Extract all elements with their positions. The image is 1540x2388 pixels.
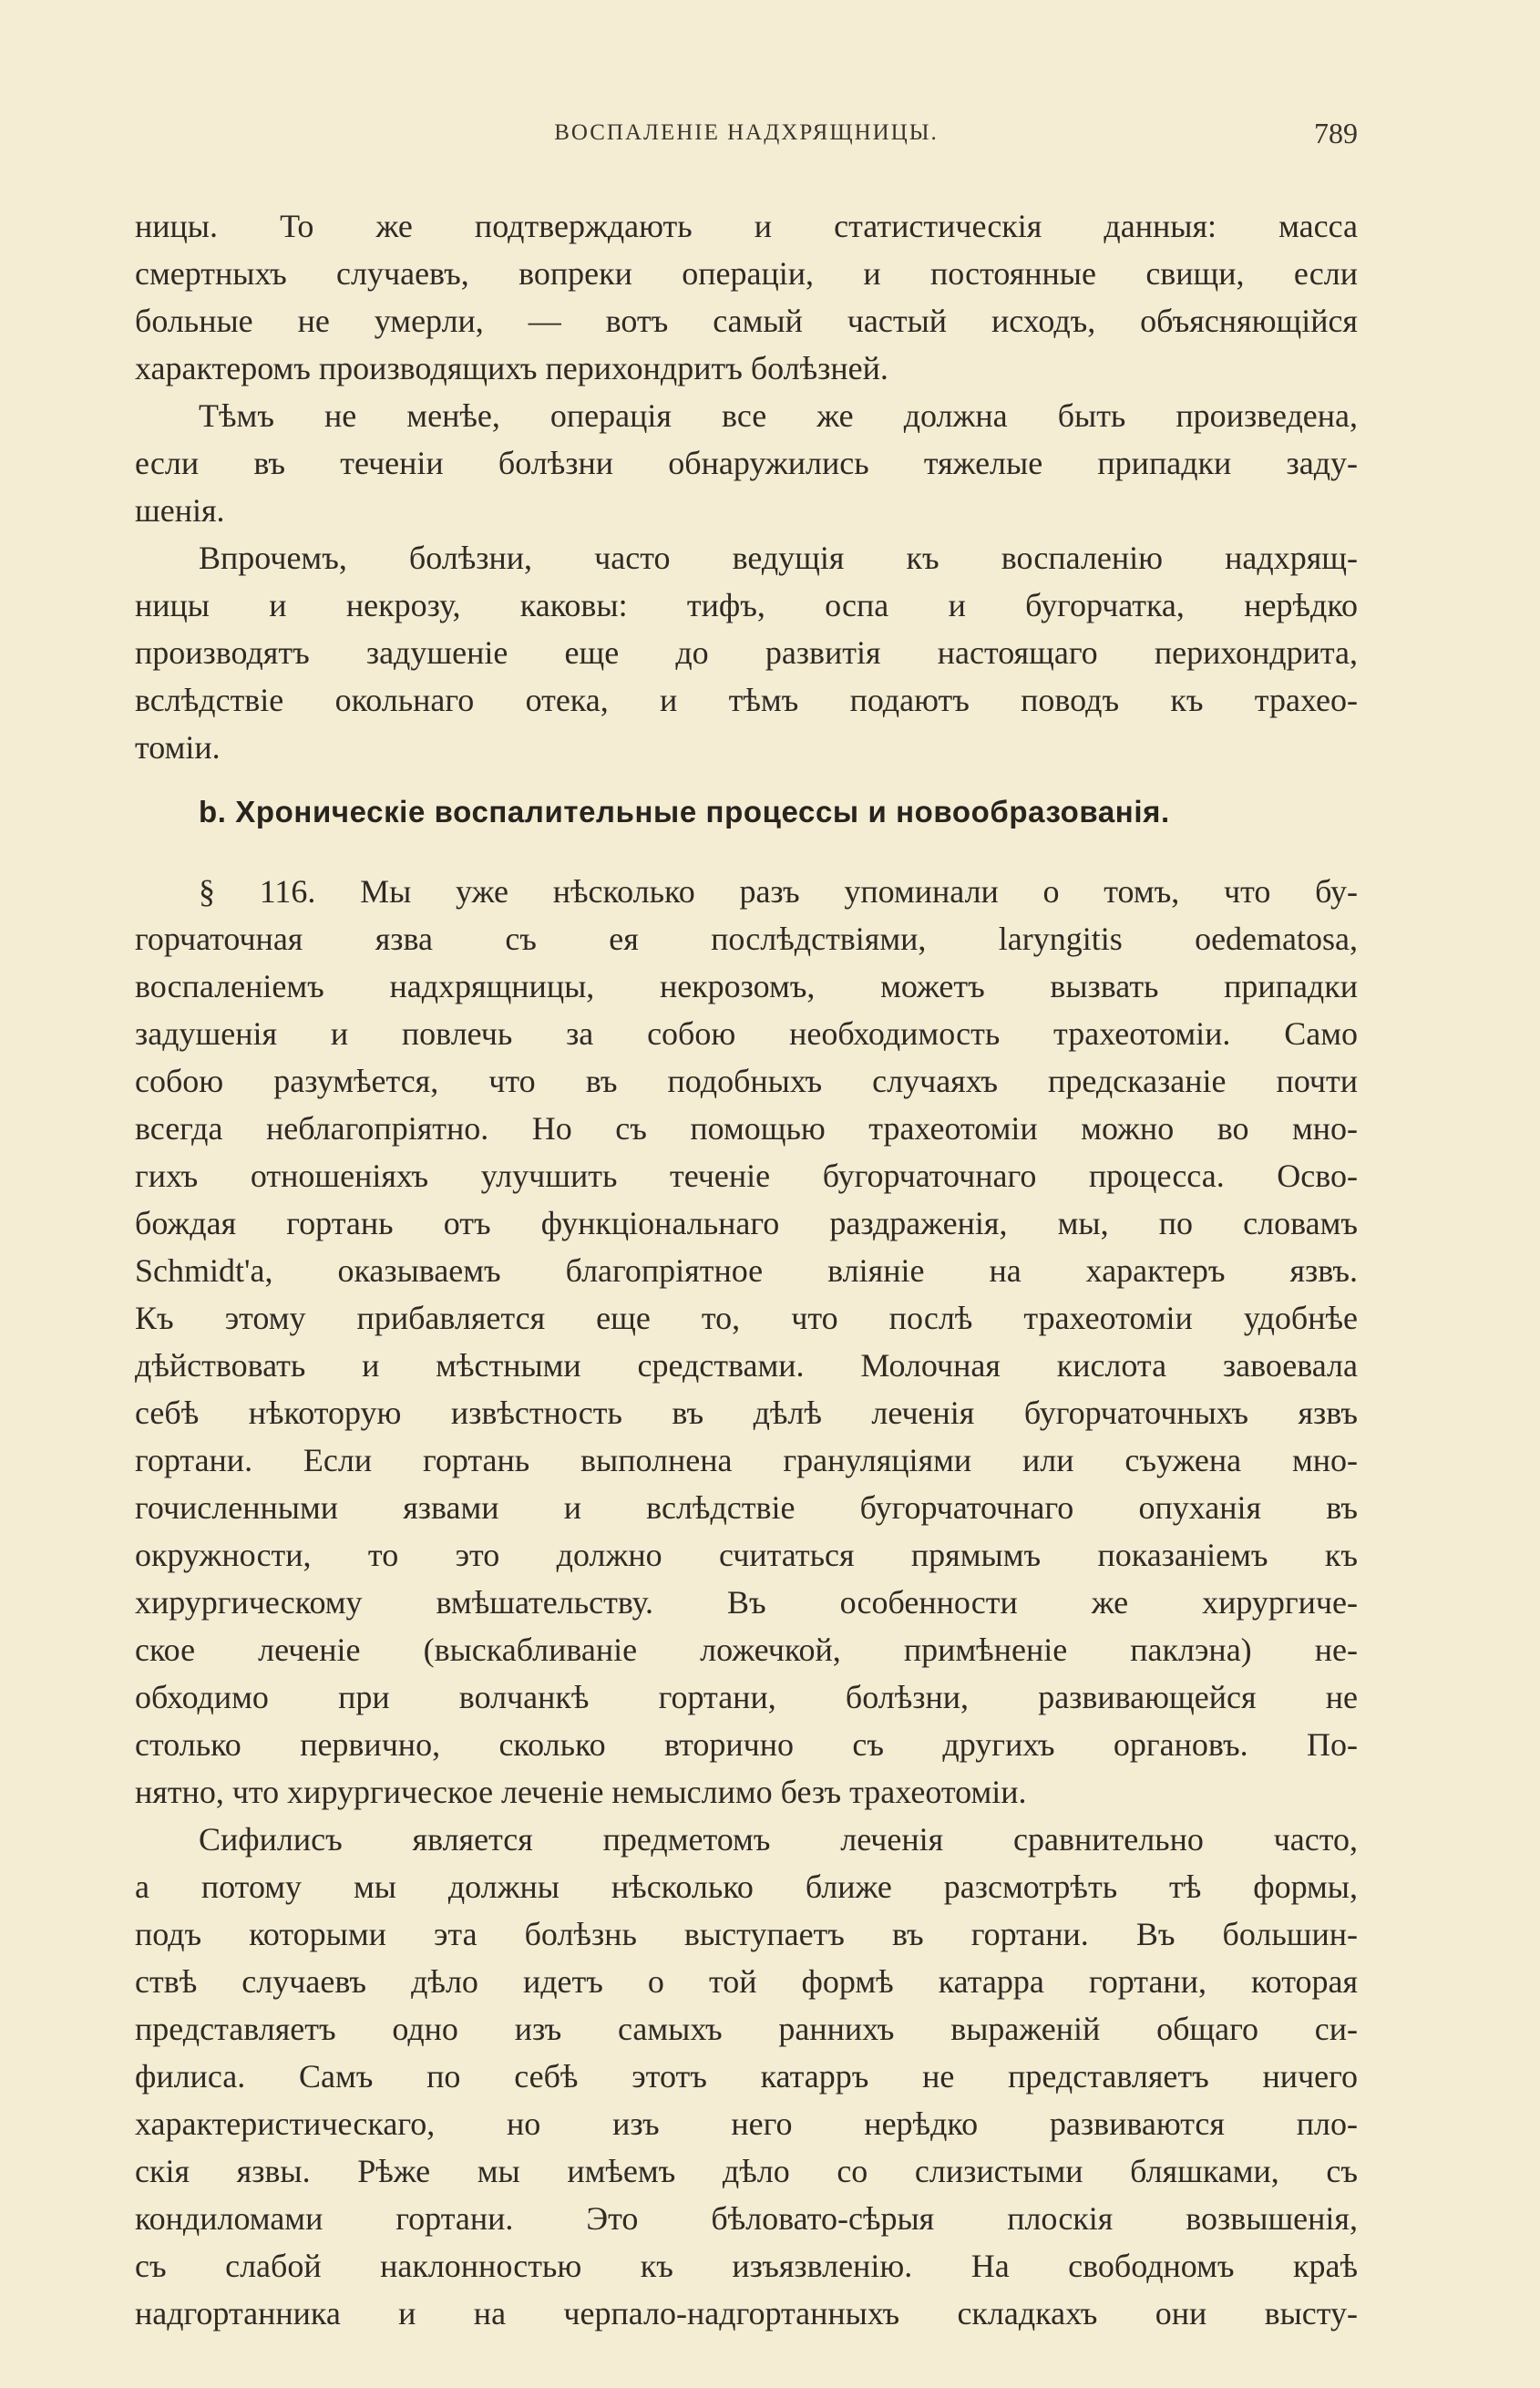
running-title: ВОСПАЛЕНІЕ НАДХРЯЩНИЦЫ. [554, 120, 939, 145]
text-line: Впрочемъ, болѣзни, часто ведущія къ воспаленію надхрящ- [199, 540, 1358, 576]
text-line: томіи. [135, 729, 221, 766]
section-heading: b. Хроническіе воспалительные процессы и новообразованія. [199, 795, 1170, 829]
text-line: Schmidt'а, оказываемъ благопріятное вліяніе на характеръ язвъ. [135, 1252, 1358, 1289]
text-line: Къ этому прибавляется еще то, что послѣ трахеотоміи удобнѣе [135, 1300, 1358, 1336]
text-line: если въ теченіи болѣзни обнаружились тяжелые припадки задy- [135, 445, 1358, 481]
text-line: Тѣмъ не менѣе, операція все же должна быть произведена, [199, 397, 1358, 434]
text-line: представляетъ одно изъ самыхъ раннихъ выраженій общаго си- [135, 2011, 1358, 2047]
text-line: надгортанника и на черпало-надгортанныхъ складкахъ они высту- [135, 2295, 1358, 2331]
text-line: вслѣдствіе окольнаго отека, и тѣмъ подаютъ поводъ къ трахео- [135, 682, 1358, 718]
text-line: бождая гортань отъ функціональнаго раздраженія, мы, по словамъ [135, 1205, 1358, 1241]
text-line: горчаточная язва съ ея послѣдствіями, laryngitis oedematosa, [135, 921, 1358, 957]
text-line: подъ которыми эта болѣзнь выступаетъ въ гортани. Въ большин- [135, 1916, 1358, 1952]
text-line: собою разумѣется, что въ подобныхъ случаяхъ предсказаніе почти [135, 1063, 1358, 1099]
text-line: нятно, что хирургическое леченіе немыслимо безъ трахеотоміи. [135, 1774, 1027, 1810]
text-line: Сифилисъ является предметомъ леченія сравнительно часто, [199, 1821, 1358, 1858]
text-line: а потому мы должны нѣсколько ближе разсмотрѣть тѣ формы, [135, 1868, 1358, 1905]
text-line: воспаленіемъ надхрящницы, некрозомъ, можетъ вызвать припадки [135, 968, 1358, 1004]
text-line: гихъ отношеніяхъ улучшить теченіе бугорчаточнаго процесса. Осво- [135, 1158, 1358, 1194]
text-line: филиса. Самъ по себѣ этотъ катарръ не представляетъ ничего [135, 2058, 1358, 2095]
text-line: съ слабой наклонностью къ изъязвленію. На свободномъ краѣ [135, 2248, 1358, 2284]
text-line: больные не умерли, — вотъ самый частый исходъ, объясняющійся [135, 303, 1358, 339]
text-line: хирургическому вмѣшательству. Въ особенности же хирургиче- [135, 1584, 1358, 1621]
text-line: ствѣ случаевъ дѣло идетъ о той формѣ катарра гортани, которая [135, 1963, 1358, 2000]
page-header [135, 117, 1358, 162]
text-line: обходимо при волчанкѣ гортани, болѣзни, развивающейся не [135, 1679, 1358, 1715]
text-line: гочисленными язвами и вслѣдствіе бугорчаточнаго опуханія въ [135, 1489, 1358, 1526]
page-number: 789 [1314, 117, 1358, 149]
text-line: скія язвы. Рѣже мы имѣемъ дѣло со слизистыми бляшками, съ [135, 2153, 1358, 2189]
text-line: всегда неблагопріятно. Но съ помощью трахеотоміи можно во мно- [135, 1110, 1358, 1147]
text-line: характеромъ производящихъ перихондритъ болѣзней. [135, 350, 888, 386]
text-line: § 116. Мы уже нѣсколько разъ упоминали о томъ, что бу- [199, 873, 1358, 910]
text-line: шенія. [135, 492, 225, 529]
text-line: окружности, то это должно считаться прямымъ показаніемъ къ [135, 1537, 1358, 1573]
text-line: столько первично, сколько вторично съ другихъ органовъ. По- [135, 1726, 1358, 1763]
text-line: ницы и некрозу, каковы: тифъ, оспа и бугорчатка, нерѣдко [135, 587, 1358, 623]
text-line: задушенія и повлечь за собою необходимость трахеотоміи. Само [135, 1015, 1358, 1052]
text-line: смертныхъ случаевъ, вопреки операціи, и постоянные свищи, если [135, 255, 1358, 292]
text-line: ское леченіе (выскабливаніе ложечкой, примѣненіе паклэна) не- [135, 1631, 1358, 1668]
text-line: производятъ задушеніе еще до развитія настоящаго перихондрита, [135, 634, 1358, 671]
text-line: гортани. Если гортань выполнена грануляціями или съужена мно- [135, 1442, 1358, 1478]
text-line: характеристическаго, но изъ него нерѣдко развиваются пло- [135, 2105, 1358, 2142]
text-line: кондиломами гортани. Это бѣловато-сѣрыя плоскія возвышенія, [135, 2200, 1358, 2237]
text-line: ницы. То же подтверждають и статистическія данныя: масса [135, 208, 1358, 244]
text-line: дѣйствовать и мѣстными средствами. Молочная кислота завоевала [135, 1347, 1358, 1384]
text-line: себѣ нѣкоторую извѣстность въ дѣлѣ леченія бугорчаточныхъ язвъ [135, 1395, 1358, 1431]
